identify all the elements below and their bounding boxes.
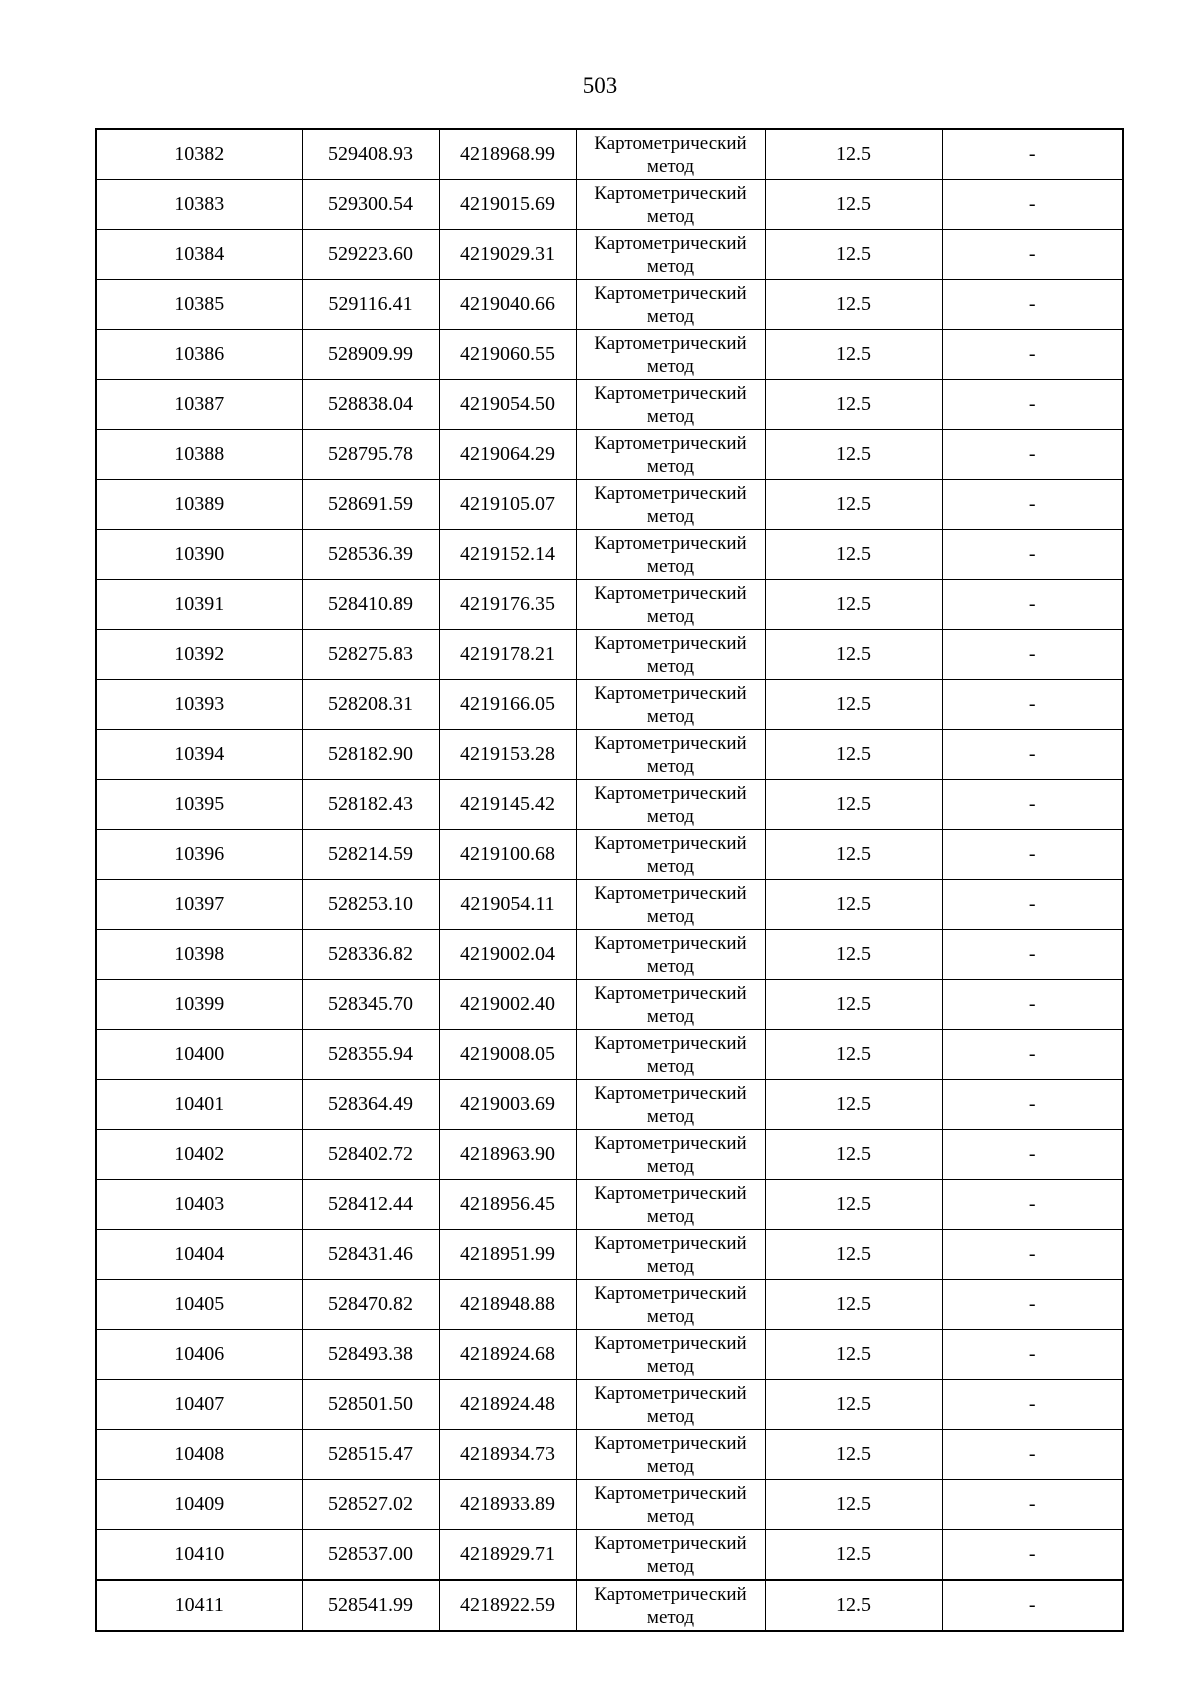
note-cell: - <box>942 930 1123 980</box>
point-id-cell: 10406 <box>96 1330 302 1380</box>
method-label-line1: Картометрический <box>594 932 747 954</box>
method-label-line1: Картометрический <box>594 282 747 304</box>
note-cell: - <box>942 1530 1123 1581</box>
note-cell: - <box>942 1180 1123 1230</box>
x-coordinate-cell: 528795.78 <box>302 430 439 480</box>
table-row <box>96 480 1123 530</box>
method-label-line2: метод <box>646 655 695 677</box>
point-id-cell: 10404 <box>96 1230 302 1280</box>
point-id-cell: 10405 <box>96 1280 302 1330</box>
method-label-line1: Картометрический <box>594 632 747 654</box>
method-label-line1: Картометрический <box>594 432 747 454</box>
method-cell <box>576 230 765 280</box>
note-cell: - <box>942 1030 1123 1080</box>
accuracy-cell: 12.5 <box>765 380 942 430</box>
method-cell <box>576 630 765 680</box>
x-coordinate-cell: 528412.44 <box>302 1180 439 1230</box>
method-label-line1: Картометрический <box>594 1232 747 1254</box>
method-label-line1: Картометрический <box>594 132 747 154</box>
method-cell <box>576 830 765 880</box>
y-coordinate-cell: 4218948.88 <box>439 1280 576 1330</box>
y-coordinate-cell: 4219003.69 <box>439 1080 576 1130</box>
x-coordinate-cell: 528355.94 <box>302 1030 439 1080</box>
method-cell <box>576 730 765 780</box>
table-row <box>96 680 1123 730</box>
y-coordinate-cell: 4218933.89 <box>439 1480 576 1530</box>
note-cell: - <box>942 180 1123 230</box>
method-label-line2: метод <box>646 705 695 727</box>
method-label-line1: Картометрический <box>594 1132 747 1154</box>
note-cell: - <box>942 1380 1123 1430</box>
note-cell: - <box>942 780 1123 830</box>
x-coordinate-cell: 528402.72 <box>302 1130 439 1180</box>
point-id-cell: 10394 <box>96 730 302 780</box>
table-row <box>96 430 1123 480</box>
method-label-line1: Картометрический <box>594 1182 747 1204</box>
method-cell <box>576 180 765 230</box>
x-coordinate-cell: 528345.70 <box>302 980 439 1030</box>
note-cell: - <box>942 1480 1123 1530</box>
point-id-cell: 10392 <box>96 630 302 680</box>
x-coordinate-cell: 528537.00 <box>302 1530 439 1581</box>
method-cell <box>576 330 765 380</box>
method-label-line1: Картометрический <box>594 482 747 504</box>
method-label-line1: Картометрический <box>594 832 747 854</box>
method-cell <box>576 1430 765 1480</box>
y-coordinate-cell: 4218963.90 <box>439 1130 576 1180</box>
method-label-line1: Картометрический <box>594 532 747 554</box>
method-cell <box>576 1280 765 1330</box>
method-label-line2: метод <box>646 955 695 977</box>
accuracy-cell: 12.5 <box>765 830 942 880</box>
point-id-cell: 10403 <box>96 1180 302 1230</box>
y-coordinate-cell: 4219153.28 <box>439 730 576 780</box>
y-coordinate-cell: 4219002.04 <box>439 930 576 980</box>
method-cell <box>576 680 765 730</box>
point-id-cell: 10390 <box>96 530 302 580</box>
y-coordinate-cell: 4219040.66 <box>439 280 576 330</box>
accuracy-cell: 12.5 <box>765 1230 942 1280</box>
method-label-line2: метод <box>646 1105 695 1127</box>
method-label-line2: метод <box>646 405 695 427</box>
accuracy-cell: 12.5 <box>765 1380 942 1430</box>
point-id-cell: 10399 <box>96 980 302 1030</box>
method-label-line1: Картометрический <box>594 1032 747 1054</box>
accuracy-cell: 12.5 <box>765 980 942 1030</box>
method-label-line2: метод <box>646 505 695 527</box>
table-row <box>96 1380 1123 1430</box>
method-label-line1: Картометрический <box>594 1282 747 1304</box>
table-row <box>96 1130 1123 1180</box>
method-label-line2: метод <box>646 1505 695 1527</box>
x-coordinate-cell: 528182.43 <box>302 780 439 830</box>
method-cell <box>576 1580 765 1631</box>
method-label-line1: Картометрический <box>594 1082 747 1104</box>
method-label-line2: метод <box>646 805 695 827</box>
note-cell: - <box>942 230 1123 280</box>
method-cell <box>576 1380 765 1430</box>
method-label-line2: метод <box>646 755 695 777</box>
method-cell <box>576 1480 765 1530</box>
method-label-line1: Картометрический <box>594 182 747 204</box>
table-row <box>96 880 1123 930</box>
accuracy-cell: 12.5 <box>765 1180 942 1230</box>
note-cell: - <box>942 380 1123 430</box>
note-cell: - <box>942 430 1123 480</box>
accuracy-cell: 12.5 <box>765 1430 942 1480</box>
table-row <box>96 1580 1123 1631</box>
table-row <box>96 330 1123 380</box>
method-cell <box>576 580 765 630</box>
accuracy-cell: 12.5 <box>765 530 942 580</box>
point-id-cell: 10393 <box>96 680 302 730</box>
accuracy-cell: 12.5 <box>765 930 942 980</box>
accuracy-cell: 12.5 <box>765 630 942 680</box>
point-id-cell: 10401 <box>96 1080 302 1130</box>
table-row <box>96 630 1123 680</box>
y-coordinate-cell: 4219054.11 <box>439 880 576 930</box>
method-cell <box>576 1230 765 1280</box>
method-label-line2: метод <box>646 855 695 877</box>
x-coordinate-cell: 528536.39 <box>302 530 439 580</box>
method-label-line1: Картометрический <box>594 1382 747 1404</box>
table-row <box>96 1180 1123 1230</box>
method-cell <box>576 430 765 480</box>
point-id-cell: 10391 <box>96 580 302 630</box>
accuracy-cell: 12.5 <box>765 230 942 280</box>
y-coordinate-cell: 4219176.35 <box>439 580 576 630</box>
note-cell: - <box>942 1430 1123 1480</box>
y-coordinate-cell: 4218968.99 <box>439 129 576 180</box>
method-cell <box>576 280 765 330</box>
point-id-cell: 10383 <box>96 180 302 230</box>
method-cell <box>576 1530 765 1581</box>
method-label-line2: метод <box>646 305 695 327</box>
method-label-line2: метод <box>646 1205 695 1227</box>
method-cell <box>576 1030 765 1080</box>
point-id-cell: 10385 <box>96 280 302 330</box>
method-label-line1: Картометрический <box>594 1432 747 1454</box>
point-id-cell: 10397 <box>96 880 302 930</box>
accuracy-cell: 12.5 <box>765 1480 942 1530</box>
y-coordinate-cell: 4219152.14 <box>439 530 576 580</box>
method-label-line2: метод <box>646 1455 695 1477</box>
y-coordinate-cell: 4219002.40 <box>439 980 576 1030</box>
accuracy-cell: 12.5 <box>765 180 942 230</box>
table-row <box>96 580 1123 630</box>
note-cell: - <box>942 980 1123 1030</box>
table-row <box>96 1530 1123 1581</box>
y-coordinate-cell: 4219145.42 <box>439 780 576 830</box>
method-label-line2: метод <box>646 205 695 227</box>
accuracy-cell: 12.5 <box>765 1030 942 1080</box>
note-cell: - <box>942 1580 1123 1631</box>
method-cell <box>576 930 765 980</box>
method-label-line2: метод <box>646 455 695 477</box>
method-cell <box>576 1080 765 1130</box>
page-number: 503 <box>582 73 618 98</box>
point-id-cell: 10408 <box>96 1430 302 1480</box>
y-coordinate-cell: 4219166.05 <box>439 680 576 730</box>
method-label-line1: Картометрический <box>594 732 747 754</box>
accuracy-cell: 12.5 <box>765 680 942 730</box>
point-id-cell: 10400 <box>96 1030 302 1080</box>
table-row <box>96 530 1123 580</box>
method-label-line1: Картометрический <box>594 582 747 604</box>
x-coordinate-cell: 528182.90 <box>302 730 439 780</box>
y-coordinate-cell: 4218924.48 <box>439 1380 576 1430</box>
note-cell: - <box>942 530 1123 580</box>
method-label-line2: метод <box>646 1305 695 1327</box>
x-coordinate-cell: 528431.46 <box>302 1230 439 1280</box>
x-coordinate-cell: 528515.47 <box>302 1430 439 1480</box>
accuracy-cell: 12.5 <box>765 480 942 530</box>
accuracy-cell: 12.5 <box>765 280 942 330</box>
point-id-cell: 10389 <box>96 480 302 530</box>
x-coordinate-cell: 528493.38 <box>302 1330 439 1380</box>
x-coordinate-cell: 528541.99 <box>302 1580 439 1631</box>
method-label-line2: метод <box>646 1405 695 1427</box>
y-coordinate-cell: 4218956.45 <box>439 1180 576 1230</box>
point-id-cell: 10395 <box>96 780 302 830</box>
y-coordinate-cell: 4219008.05 <box>439 1030 576 1080</box>
method-label-line2: метод <box>646 1055 695 1077</box>
method-label-line1: Картометрический <box>594 1482 747 1504</box>
y-coordinate-cell: 4218929.71 <box>439 1530 576 1581</box>
accuracy-cell: 12.5 <box>765 1280 942 1330</box>
method-label-line1: Картометрический <box>594 332 747 354</box>
x-coordinate-cell: 528214.59 <box>302 830 439 880</box>
note-cell: - <box>942 580 1123 630</box>
method-label-line1: Картометрический <box>594 382 747 404</box>
method-cell <box>576 129 765 180</box>
x-coordinate-cell: 528253.10 <box>302 880 439 930</box>
method-label-line2: метод <box>646 1555 695 1577</box>
method-label-line1: Картометрический <box>594 682 747 704</box>
x-coordinate-cell: 528336.82 <box>302 930 439 980</box>
method-label-line1: Картометрический <box>594 1332 747 1354</box>
method-label-line2: метод <box>646 155 695 177</box>
point-id-cell: 10398 <box>96 930 302 980</box>
method-label-line2: метод <box>646 1255 695 1277</box>
accuracy-cell: 12.5 <box>765 1080 942 1130</box>
accuracy-cell: 12.5 <box>765 730 942 780</box>
method-label-line2: метод <box>646 355 695 377</box>
note-cell: - <box>942 330 1123 380</box>
method-label-line2: метод <box>646 1606 695 1628</box>
accuracy-cell: 12.5 <box>765 1130 942 1180</box>
point-id-cell: 10386 <box>96 330 302 380</box>
point-id-cell: 10410 <box>96 1530 302 1581</box>
point-id-cell: 10388 <box>96 430 302 480</box>
note-cell: - <box>942 880 1123 930</box>
x-coordinate-cell: 528691.59 <box>302 480 439 530</box>
coordinates-table <box>95 128 1124 1632</box>
y-coordinate-cell: 4219105.07 <box>439 480 576 530</box>
accuracy-cell: 12.5 <box>765 580 942 630</box>
x-coordinate-cell: 528275.83 <box>302 630 439 680</box>
y-coordinate-cell: 4219064.29 <box>439 430 576 480</box>
method-cell <box>576 480 765 530</box>
method-label-line1: Картометрический <box>594 882 747 904</box>
method-label-line2: метод <box>646 255 695 277</box>
method-cell <box>576 380 765 430</box>
y-coordinate-cell: 4219060.55 <box>439 330 576 380</box>
method-label-line2: метод <box>646 555 695 577</box>
method-cell <box>576 1130 765 1180</box>
method-label-line2: метод <box>646 1155 695 1177</box>
table-row <box>96 1230 1123 1280</box>
note-cell: - <box>942 280 1123 330</box>
point-id-cell: 10384 <box>96 230 302 280</box>
x-coordinate-cell: 528364.49 <box>302 1080 439 1130</box>
note-cell: - <box>942 630 1123 680</box>
y-coordinate-cell: 4218922.59 <box>439 1580 576 1631</box>
x-coordinate-cell: 528909.99 <box>302 330 439 380</box>
method-label-line2: метод <box>646 905 695 927</box>
accuracy-cell: 12.5 <box>765 129 942 180</box>
note-cell: - <box>942 1080 1123 1130</box>
x-coordinate-cell: 528470.82 <box>302 1280 439 1330</box>
x-coordinate-cell: 529223.60 <box>302 230 439 280</box>
point-id-cell: 10387 <box>96 380 302 430</box>
method-label-line2: метод <box>646 605 695 627</box>
table-row <box>96 1030 1123 1080</box>
accuracy-cell: 12.5 <box>765 1530 942 1581</box>
y-coordinate-cell: 4218924.68 <box>439 1330 576 1380</box>
note-cell: - <box>942 680 1123 730</box>
x-coordinate-cell: 528501.50 <box>302 1380 439 1430</box>
point-id-cell: 10411 <box>96 1580 302 1631</box>
table-row <box>96 1330 1123 1380</box>
accuracy-cell: 12.5 <box>765 330 942 380</box>
y-coordinate-cell: 4219100.68 <box>439 830 576 880</box>
note-cell: - <box>942 1330 1123 1380</box>
method-cell <box>576 1180 765 1230</box>
note-cell: - <box>942 1230 1123 1280</box>
note-cell: - <box>942 1130 1123 1180</box>
table-row <box>96 230 1123 280</box>
accuracy-cell: 12.5 <box>765 880 942 930</box>
table-row <box>96 830 1123 880</box>
method-label-line1: Картометрический <box>594 1583 747 1605</box>
y-coordinate-cell: 4219015.69 <box>439 180 576 230</box>
point-id-cell: 10409 <box>96 1480 302 1530</box>
point-id-cell: 10382 <box>96 129 302 180</box>
table-row <box>96 930 1123 980</box>
x-coordinate-cell: 529300.54 <box>302 180 439 230</box>
table-row <box>96 1080 1123 1130</box>
y-coordinate-cell: 4218951.99 <box>439 1230 576 1280</box>
x-coordinate-cell: 528208.31 <box>302 680 439 730</box>
accuracy-cell: 12.5 <box>765 430 942 480</box>
y-coordinate-cell: 4219178.21 <box>439 630 576 680</box>
x-coordinate-cell: 528410.89 <box>302 580 439 630</box>
table-row <box>96 1480 1123 1530</box>
x-coordinate-cell: 529408.93 <box>302 129 439 180</box>
y-coordinate-cell: 4218934.73 <box>439 1430 576 1480</box>
note-cell: - <box>942 1280 1123 1330</box>
method-label-line1: Картометрический <box>594 1532 747 1554</box>
accuracy-cell: 12.5 <box>765 1580 942 1631</box>
table-row <box>96 730 1123 780</box>
method-cell <box>576 530 765 580</box>
note-cell: - <box>942 129 1123 180</box>
point-id-cell: 10396 <box>96 830 302 880</box>
table-row <box>96 280 1123 330</box>
note-cell: - <box>942 830 1123 880</box>
table-row <box>96 1280 1123 1330</box>
note-cell: - <box>942 730 1123 780</box>
table-row <box>96 129 1123 180</box>
table-row <box>96 780 1123 830</box>
table-body <box>96 129 1123 1631</box>
method-cell <box>576 880 765 930</box>
accuracy-cell: 12.5 <box>765 1330 942 1380</box>
table-row <box>96 980 1123 1030</box>
method-cell <box>576 980 765 1030</box>
x-coordinate-cell: 528527.02 <box>302 1480 439 1530</box>
y-coordinate-cell: 4219054.50 <box>439 380 576 430</box>
x-coordinate-cell: 529116.41 <box>302 280 439 330</box>
table-row <box>96 1430 1123 1480</box>
method-label-line2: метод <box>646 1355 695 1377</box>
table-row <box>96 380 1123 430</box>
method-label-line2: метод <box>646 1005 695 1027</box>
accuracy-cell: 12.5 <box>765 780 942 830</box>
method-cell <box>576 1330 765 1380</box>
x-coordinate-cell: 528838.04 <box>302 380 439 430</box>
method-cell <box>576 780 765 830</box>
method-label-line1: Картометрический <box>594 982 747 1004</box>
note-cell: - <box>942 480 1123 530</box>
y-coordinate-cell: 4219029.31 <box>439 230 576 280</box>
method-label-line1: Картометрический <box>594 232 747 254</box>
point-id-cell: 10407 <box>96 1380 302 1430</box>
table-row <box>96 180 1123 230</box>
method-label-line1: Картометрический <box>594 782 747 804</box>
point-id-cell: 10402 <box>96 1130 302 1180</box>
